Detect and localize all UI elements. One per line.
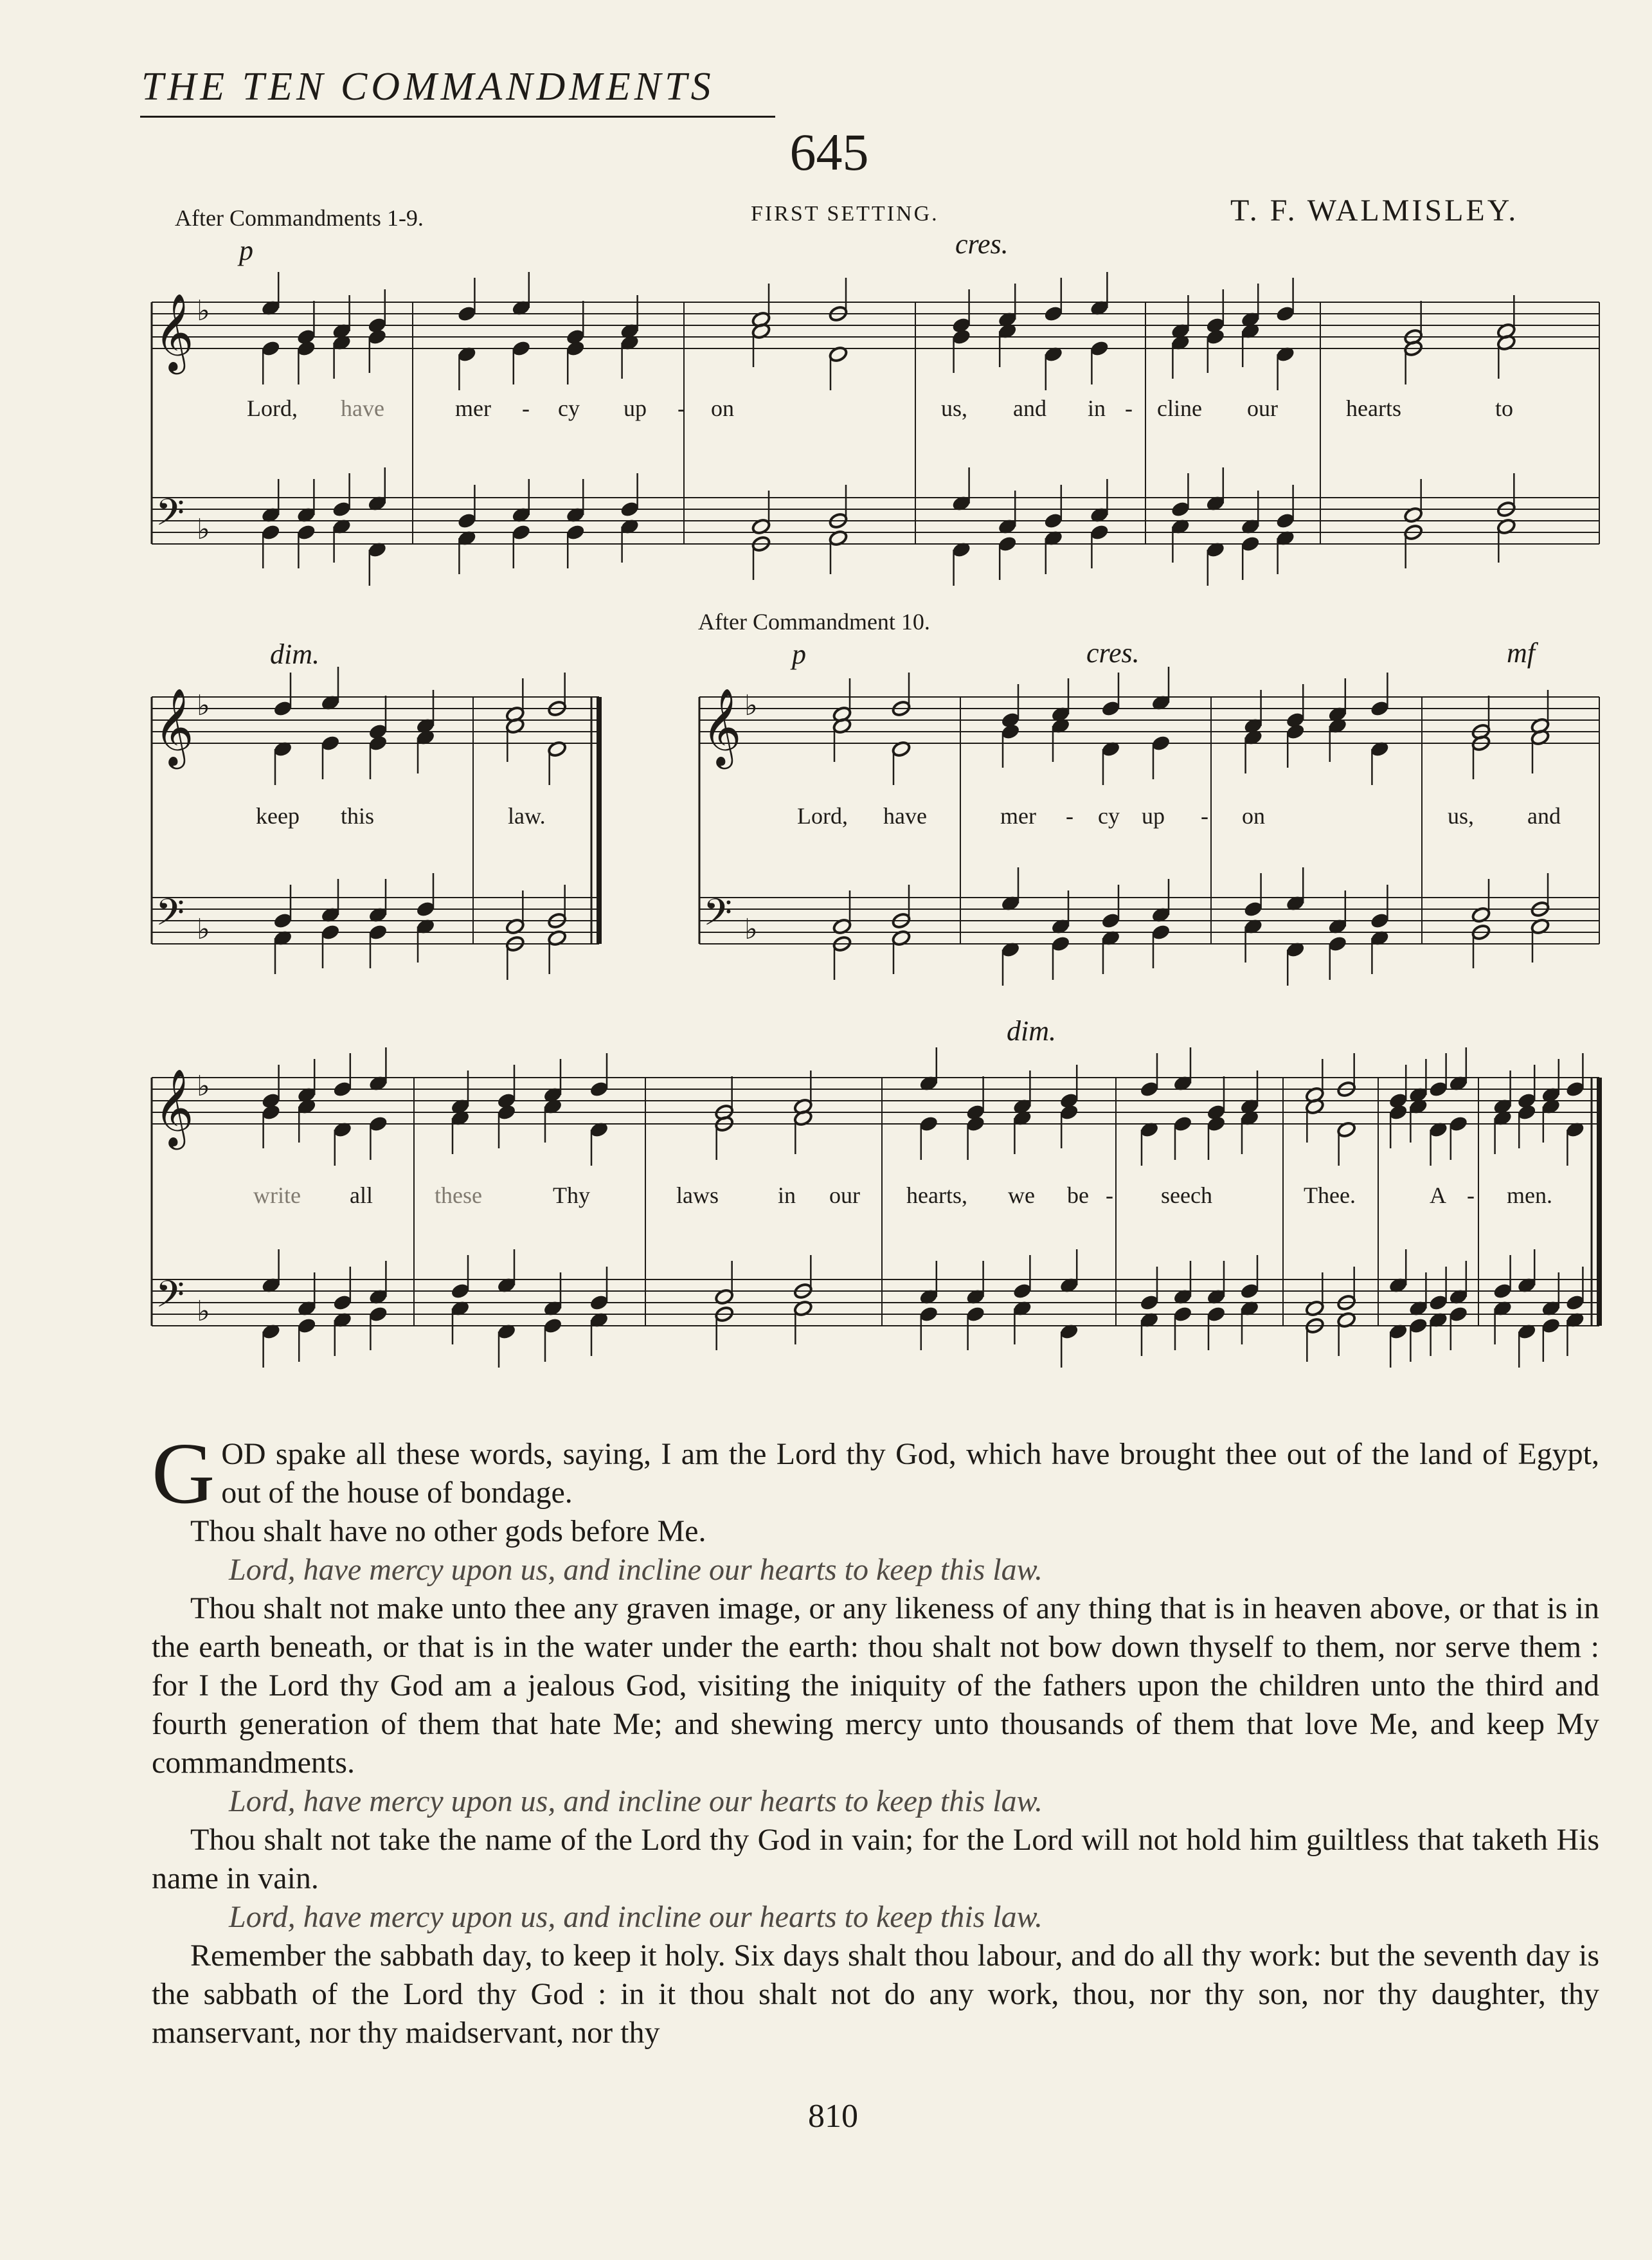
section-label-after-1-9: After Commandments 1-9. <box>175 205 424 231</box>
response-line: Lord, have mercy upon us, and incline our hearts to keep this law. <box>229 1784 1043 1818</box>
lyric-syllable: laws <box>676 1182 719 1208</box>
lyric-syllable: in <box>1088 395 1106 421</box>
dynamic-dim: dim. <box>1007 1015 1056 1047</box>
lyric-syllable: on <box>1242 803 1265 829</box>
lyric-syllable: keep <box>256 803 300 829</box>
lyric-syllable: on <box>711 395 734 421</box>
bass-clef-icon: 𝄢 <box>156 890 185 943</box>
flat-key-signature: ♭ <box>744 913 758 946</box>
lyric-syllable: us, <box>941 395 968 421</box>
flat-key-signature: ♭ <box>744 689 758 722</box>
drop-cap: G <box>152 1425 215 1522</box>
lyric-syllable: our <box>829 1182 860 1208</box>
lyric-hyphen: - <box>678 395 685 421</box>
lyric-syllable: up <box>624 395 647 421</box>
lyric-syllable: hearts, <box>906 1182 967 1208</box>
response-line: Lord, have mercy upon us, and incline our hearts to keep this law. <box>229 1553 1043 1587</box>
text-paragraph <box>152 1425 1599 1522</box>
dynamic-mf: mf <box>1507 637 1535 669</box>
lyric-syllable: mer <box>455 395 491 421</box>
lyric-syllable: write <box>253 1182 301 1208</box>
lyric-hyphen: - <box>522 395 530 421</box>
bass-clef-icon: 𝄢 <box>156 1272 185 1325</box>
lyric-hyphen: - <box>1201 803 1208 829</box>
treble-clef-icon: 𝄞 <box>154 1068 194 1146</box>
lyric-syllable: cy <box>1098 803 1120 829</box>
lyric-syllable: and <box>1013 395 1046 421</box>
lyric-syllable: cy <box>558 395 580 421</box>
lyric-hyphen: - <box>1125 395 1133 421</box>
dynamic-dim: dim. <box>270 638 319 670</box>
treble-clef-icon: 𝄞 <box>154 687 194 766</box>
lyric-hyphen: - <box>1066 803 1073 829</box>
dynamic-p: p <box>792 638 806 670</box>
treble-clef-icon: 𝄞 <box>154 293 194 371</box>
bass-clef-icon: 𝄢 <box>156 491 185 543</box>
text-paragraph: Thou shalt have no other gods before Me. <box>190 1514 706 1548</box>
running-head: THE TEN COMMANDMENTS <box>141 65 715 109</box>
lyric-syllable: cline <box>1157 395 1202 421</box>
lyric-syllable: this <box>341 803 375 829</box>
lyric-syllable: Lord, <box>797 803 848 829</box>
score-layer <box>152 272 1599 1368</box>
lyric-hyphen: - <box>1467 1182 1475 1208</box>
flat-key-signature: ♭ <box>197 913 210 946</box>
response-line: Lord, have mercy upon us, and incline our hearts to keep this law. <box>229 1900 1043 1934</box>
lyric-syllable: and <box>1527 803 1561 829</box>
setting-label: FIRST SETTING. <box>751 202 939 226</box>
lyric-syllable: have <box>341 395 384 421</box>
flat-key-signature: ♭ <box>197 1070 210 1103</box>
dynamic-cres: cres. <box>955 228 1009 260</box>
text-paragraph: Remember the sabbath day, to keep it holy. Six days shalt thou labour, and do all thy work: but the seventh day is the sabbath of the Lord thy God : in it thou shalt not do any work, thou, nor thy son, nor thy daughter, thy manservant, nor thy maidservant, nor thy <box>152 1939 1599 2050</box>
lyric-syllable: men. <box>1507 1182 1552 1208</box>
lyric-hyphen: - <box>1106 1182 1113 1208</box>
lyric-syllable: us, <box>1448 803 1475 829</box>
lyric-syllable: Thy <box>553 1182 590 1208</box>
lyric-syllable: Lord, <box>247 395 298 421</box>
hymn-number: 645 <box>789 123 869 181</box>
flat-key-signature: ♭ <box>197 294 210 327</box>
lyric-syllable: these <box>435 1182 482 1208</box>
lyric-syllable: seech <box>1161 1182 1212 1208</box>
lyric-syllable: A <box>1430 1182 1446 1208</box>
page-number: 810 <box>808 2098 858 2135</box>
lyric-syllable: mer <box>1000 803 1036 829</box>
dynamic-cres: cres. <box>1086 637 1140 669</box>
lyric-syllable: have <box>883 803 927 829</box>
flat-key-signature: ♭ <box>197 689 210 722</box>
commandments-text <box>152 1425 1599 2052</box>
lyric-syllable: we <box>1008 1182 1035 1208</box>
lyric-syllable: up <box>1142 803 1165 829</box>
dynamic-p: p <box>239 235 253 266</box>
lyric-syllable: be <box>1067 1182 1089 1208</box>
paragraph-text: OD spake all these words, saying, I am the Lord thy God, which have brought thee out of the land of Egypt, out of the house of bondage. <box>221 1437 1599 1510</box>
lyric-syllable: to <box>1495 395 1514 421</box>
lyric-syllable: hearts <box>1346 395 1401 421</box>
lyric-syllable: all <box>350 1182 373 1208</box>
bass-clef-icon: 𝄢 <box>703 890 733 943</box>
section-label-after-10: After Commandment 10. <box>698 609 930 635</box>
text-paragraph: Thou shalt not make unto thee any graven image, or any likeness of any thing that is in heaven above, or that is in the earth beneath, or that is in the water under the earth: thou shalt not bow down thyself to them, nor serve them : for I the Lord thy God am a jealous God, visiting the iniquity of the fathers upon the children unto the third and fourth generation of them that hate Me; and shewing mercy unto thousands of them that love Me, and keep My commandments. <box>152 1591 1599 1780</box>
treble-clef-icon: 𝄞 <box>702 687 742 766</box>
text-paragraph: Thou shalt not take the name of the Lord thy God in vain; for the Lord will not hold him guiltless that taketh His name in vain. <box>152 1823 1599 1895</box>
lyric-syllable: law. <box>508 803 546 829</box>
flat-key-signature: ♭ <box>197 1295 210 1328</box>
lyric-syllable: our <box>1247 395 1278 421</box>
lyric-syllable: in <box>778 1182 796 1208</box>
flat-key-signature: ♭ <box>197 513 210 546</box>
lyric-syllable: Thee. <box>1304 1182 1356 1208</box>
composer-name: T. F. WALMISLEY. <box>1230 194 1519 228</box>
